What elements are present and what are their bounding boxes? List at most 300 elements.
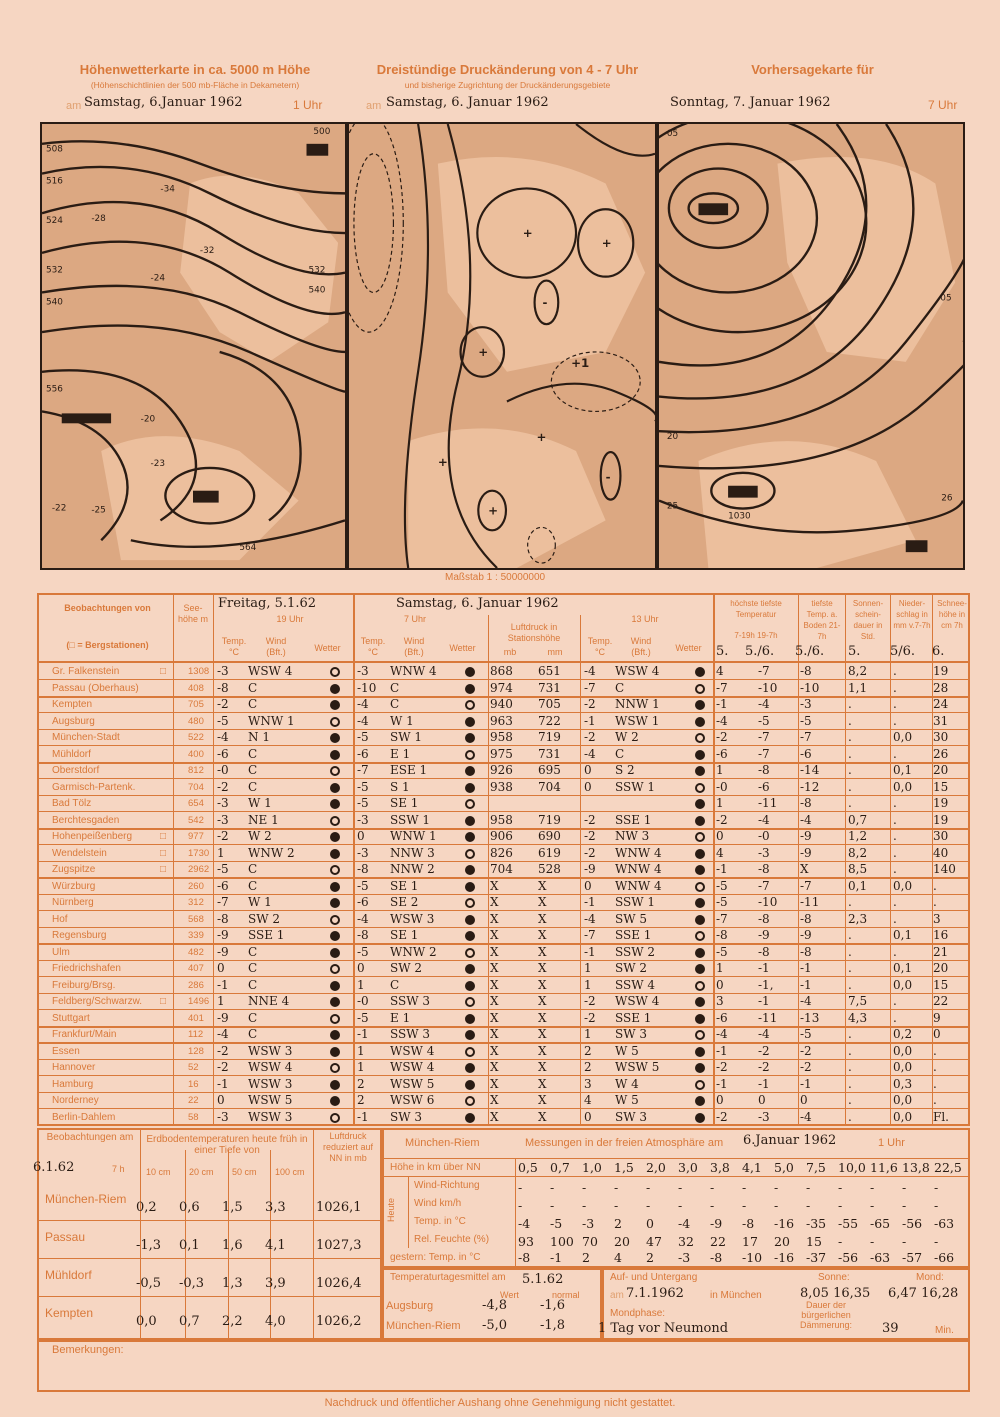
- cell-x2: -7: [758, 746, 770, 761]
- cell-x6: 0: [933, 1027, 941, 1041]
- cell-w3: WNW 4: [615, 862, 662, 876]
- upper-wind-cell: -: [646, 1180, 651, 1195]
- svg-text:540: 540: [308, 285, 326, 296]
- upper-temp-cell: -4: [678, 1216, 691, 1231]
- cell-x4: .: [848, 1076, 852, 1091]
- cell-w3: W 4: [615, 1076, 639, 1091]
- cell-x4: 1,2: [848, 829, 868, 843]
- cell-x3: -12: [800, 779, 820, 794]
- soil-depth-label: 100 cm: [275, 1167, 305, 1177]
- cell-t1: -2: [217, 1043, 229, 1058]
- cell-w3: SW 3: [615, 1027, 648, 1041]
- table-row: [40, 680, 980, 697]
- cell-mb: X: [490, 1076, 499, 1091]
- upper-wind-cell: -: [710, 1180, 715, 1195]
- cell-t3: -4: [584, 911, 596, 926]
- cell-w1: WSW 3: [248, 1043, 293, 1058]
- cell-x4: 2,3: [848, 911, 868, 926]
- soil-pressure: 1026,2: [316, 1314, 362, 1329]
- cell-x5: .: [893, 664, 897, 678]
- astro-date: 7.1.1962: [626, 1286, 684, 1301]
- upper-gestern-cell: -57: [902, 1250, 923, 1265]
- cell-x1: -1: [716, 1076, 728, 1091]
- cell-x2: -8: [758, 763, 770, 777]
- cell-x5: .: [893, 697, 897, 711]
- cell-x3: -7: [800, 730, 812, 744]
- table-row: [40, 746, 980, 763]
- cell-x6: 21: [933, 944, 949, 959]
- cell-x1: -6: [716, 1010, 728, 1025]
- cell-x6: 19: [933, 664, 949, 678]
- cell-mm: X: [538, 895, 547, 909]
- station-name: Frankfurt/Main: [52, 1029, 117, 1040]
- upper-feucht-cell: 20: [614, 1234, 630, 1249]
- soil-value: 1,6: [222, 1238, 243, 1253]
- cell-t3: -4: [584, 746, 596, 761]
- station-name: Bad Tölz: [52, 798, 92, 809]
- station-name: Hamburg: [52, 1078, 94, 1090]
- cell-mb: X: [490, 1010, 499, 1025]
- cell-x2: -8: [758, 911, 770, 926]
- cell-x3: -8: [800, 664, 812, 678]
- cell-t1: 1: [217, 994, 225, 1008]
- upper-temp-cell: -9: [710, 1216, 723, 1231]
- soil-value: 0,1: [179, 1238, 200, 1253]
- cell-x3: -11: [800, 895, 820, 909]
- upper-heights-cell: 11,6: [870, 1160, 898, 1175]
- cell-x4: 4,3: [848, 1010, 868, 1025]
- upper-feucht-cell: 15: [806, 1234, 822, 1249]
- upper-wind-cell: -: [902, 1180, 907, 1195]
- svg-text:524: 524: [45, 216, 63, 227]
- cell-t3: 0: [584, 1109, 592, 1124]
- cell-mm: X: [538, 1027, 547, 1041]
- col-wind-7h: Wind (Bft.): [403, 636, 425, 657]
- cell-t3: 0: [584, 779, 592, 794]
- upper-heights-cell: 1,5: [614, 1160, 634, 1175]
- cell-t1: -2: [217, 829, 229, 843]
- cell-x5: .: [893, 829, 897, 843]
- cell-mm: X: [538, 944, 547, 959]
- cell-w3: C: [615, 746, 625, 761]
- cell-x5: 0,3: [893, 1076, 913, 1091]
- cell-mb: 826: [490, 845, 513, 860]
- svg-text:05: 05: [666, 128, 679, 139]
- upper-feucht-cell: 20: [774, 1234, 790, 1249]
- upper-gestern-cell: -66: [934, 1250, 955, 1265]
- cell-x5: 0,1: [893, 961, 913, 975]
- cell-x2: -6: [758, 779, 770, 794]
- cell-w2: WSW 6: [390, 1093, 435, 1107]
- upper-station: München-Riem: [405, 1137, 480, 1149]
- cell-t1: -8: [217, 911, 229, 926]
- station-height: 568: [188, 913, 204, 925]
- upper-gestern-cell: -1: [550, 1250, 563, 1265]
- station-name: Gr. Falkenstein: [52, 666, 120, 677]
- map3-date: Sonntag, 7. Januar 1962: [670, 95, 831, 110]
- cell-w3: SSW 1: [615, 779, 656, 794]
- upper-feucht-cell: 70: [582, 1234, 598, 1249]
- col-max-min-sub: 7-19h 19-7h: [734, 631, 778, 640]
- cell-x1: 1: [716, 796, 724, 810]
- cell-x1: -7: [716, 911, 728, 926]
- station-height: 312: [188, 897, 204, 908]
- cell-w2: E 1: [390, 746, 411, 761]
- cell-w3: SW 2: [615, 961, 648, 975]
- cell-x6: 19: [933, 812, 949, 827]
- station-name: Norderney: [52, 1095, 99, 1106]
- table-row: [40, 944, 980, 961]
- svg-text:532: 532: [45, 265, 63, 276]
- svg-text:+: +: [488, 503, 499, 518]
- station-height: 542: [188, 814, 204, 826]
- map1-title: Höhenwetterkarte in ca. 5000 m Höhe: [79, 62, 311, 77]
- soil-value: -0,5: [136, 1276, 162, 1291]
- upper-feucht-cell: -: [902, 1234, 907, 1249]
- cell-x5: .: [893, 680, 897, 695]
- mountain-station-icon: □: [160, 666, 167, 677]
- cell-x2: -9: [758, 928, 770, 942]
- cell-t1: -3: [217, 796, 229, 810]
- cell-x1: 1: [716, 961, 724, 975]
- footer-notice: Nachdruck und öffentlicher Aushang ohne Genehmigung nicht gestattet.: [324, 1397, 676, 1409]
- table-row: [40, 828, 980, 845]
- station-height: 339: [188, 930, 204, 941]
- station-name: Mühldorf: [52, 748, 91, 760]
- station-name: Stuttgart: [52, 1012, 90, 1024]
- cell-t1: 0: [217, 1093, 225, 1107]
- table-row: [40, 878, 980, 895]
- upper-windkm-cell: -: [934, 1198, 939, 1213]
- svg-text:-20: -20: [140, 414, 156, 425]
- cell-w1: C: [248, 1027, 258, 1041]
- cell-t3: 0: [584, 763, 592, 777]
- cell-x1: -1: [716, 1043, 728, 1058]
- station-height: 22: [188, 1095, 199, 1106]
- upper-windkm-cell: -: [710, 1198, 715, 1213]
- cell-x1: 1: [716, 763, 724, 777]
- upper-wind-cell: -: [678, 1180, 683, 1195]
- mean-value: -5,0: [482, 1318, 508, 1333]
- cell-w2: SSW 3: [390, 1027, 431, 1041]
- row-label-temp: Temp. in °C: [414, 1216, 466, 1227]
- col-weather-13h: Wetter: [675, 643, 702, 653]
- table-row: [40, 927, 980, 944]
- cell-t2: -4: [357, 713, 369, 728]
- upper-gestern-cell: 2: [582, 1250, 590, 1265]
- svg-text:+1: +1: [571, 355, 590, 370]
- cell-w1: WSW 3: [248, 1076, 293, 1091]
- cell-mb: X: [490, 1027, 499, 1041]
- upper-wind-cell: -: [870, 1180, 875, 1195]
- station-height: 400: [188, 748, 204, 760]
- upper-gestern-cell: -8: [518, 1250, 531, 1265]
- cell-w1: C: [248, 763, 258, 777]
- cell-x4: .: [848, 1027, 852, 1041]
- astro-sun-label: Sonne:: [818, 1272, 850, 1283]
- map1-time: 1 Uhr: [293, 98, 323, 112]
- svg-text:556: 556: [45, 384, 63, 395]
- table-row: [40, 993, 980, 1010]
- cell-x3: -9: [800, 845, 812, 860]
- soil-depth-label: 50 cm: [232, 1167, 257, 1177]
- svg-text:20: 20: [666, 432, 679, 443]
- upper-heights-cell: 10,0: [838, 1160, 866, 1175]
- table-row: [40, 911, 980, 928]
- cell-x2: -10: [758, 895, 778, 909]
- upper-heights-cell: 3,0: [678, 1160, 698, 1175]
- cell-mm: 705: [538, 697, 561, 711]
- row-label-wind-speed: Wind km/h: [414, 1198, 462, 1209]
- cell-w1: C: [248, 944, 258, 959]
- upper-windkm-cell: -: [774, 1198, 779, 1213]
- soil-date: 6.1.62: [33, 1160, 75, 1175]
- soil-value: 3,9: [265, 1276, 286, 1291]
- cell-w3: W 2: [615, 730, 639, 744]
- upper-gestern-cell: 4: [614, 1250, 622, 1265]
- cell-x4: .: [848, 944, 852, 959]
- upper-feucht-cell: 32: [678, 1234, 694, 1249]
- cell-t2: -5: [357, 779, 369, 794]
- mean-normal: -1,6: [540, 1298, 566, 1313]
- station-name: Passau (Oberhaus): [52, 682, 139, 694]
- cell-x2: -4: [758, 1027, 770, 1041]
- cell-t2: -0: [357, 994, 369, 1008]
- cell-x6: 140: [933, 862, 956, 876]
- cell-x5: .: [893, 994, 897, 1008]
- station-height: 260: [188, 880, 204, 892]
- svg-text:-24: -24: [150, 273, 166, 284]
- svg-text:532: 532: [308, 265, 326, 276]
- cell-w3: NNW 1: [615, 697, 660, 711]
- station-name: Freiburg/Brsg.: [52, 979, 116, 991]
- table-row: [40, 861, 980, 878]
- col-weather-fri: Wetter: [314, 643, 341, 653]
- soil-value: 2,2: [222, 1314, 243, 1329]
- cell-t3: -2: [584, 1010, 596, 1025]
- cell-mm: 651: [538, 664, 561, 678]
- station-name: Berlin-Dahlem: [52, 1111, 116, 1123]
- cell-x6: 40: [933, 845, 949, 860]
- cell-x4: .: [848, 1093, 852, 1107]
- cell-x3: -14: [800, 763, 820, 777]
- cell-mm: 528: [538, 862, 561, 876]
- col-wind-fri: Wind (Bft.): [265, 636, 287, 657]
- cell-mb: 974: [490, 680, 513, 695]
- cell-x5: .: [893, 812, 897, 827]
- cell-x5: .: [893, 845, 897, 860]
- cell-x1: -2: [716, 1060, 728, 1074]
- upper-heights-cell: 22,5: [934, 1160, 962, 1175]
- table-row: [40, 779, 980, 796]
- cell-x1: -2: [716, 812, 728, 827]
- table-row: [40, 795, 980, 812]
- cell-w3: WSW 4: [615, 994, 660, 1008]
- map1-subtitle: (Höhenschichtlinien der 500 mb-Fläche in Dekametern): [90, 80, 300, 90]
- cell-t1: -2: [217, 1060, 229, 1074]
- table-row: [40, 1109, 980, 1126]
- cell-t2: -6: [357, 895, 369, 909]
- map3-title: Vorhersagekarte für: [751, 62, 874, 77]
- cell-x1: -5: [716, 944, 728, 959]
- cell-mb: X: [490, 944, 499, 959]
- cell-mb: X: [490, 878, 499, 893]
- cell-mm: X: [538, 1076, 547, 1091]
- cell-x2: -8: [758, 944, 770, 959]
- station-name: Würzburg: [52, 880, 96, 892]
- station-name: Friedrichshafen: [52, 963, 121, 974]
- cell-t2: -5: [357, 730, 369, 744]
- cell-x5: 0,0: [893, 1060, 913, 1074]
- upper-windkm-cell: -: [582, 1198, 587, 1213]
- cell-t1: -5: [217, 713, 229, 728]
- mountain-station-icon: □: [160, 831, 167, 842]
- cell-w2: WNW 2: [390, 944, 437, 959]
- cell-x4: .: [848, 746, 852, 761]
- station-height: 482: [188, 946, 204, 958]
- upper-gestern-cell: -56: [838, 1250, 859, 1265]
- cell-t3: -2: [584, 994, 596, 1008]
- astro-twilight: 39: [882, 1321, 899, 1336]
- cell-x2: -0: [758, 829, 770, 843]
- cell-x1: 4: [716, 664, 724, 678]
- upper-wind-cell: -: [550, 1180, 555, 1195]
- cell-t1: -9: [217, 928, 229, 942]
- upper-windkm-cell: -: [550, 1198, 555, 1213]
- table-row: [40, 960, 980, 977]
- cell-x2: -3: [758, 1109, 770, 1124]
- cell-mb: X: [490, 1043, 499, 1058]
- cell-mm: X: [538, 1109, 547, 1124]
- cell-w2: SE 1: [390, 878, 419, 893]
- map3-time: 7 Uhr: [928, 98, 958, 112]
- cell-x3: -1: [800, 1076, 812, 1091]
- cell-mm: 704: [538, 779, 561, 794]
- cell-x6: 19: [933, 796, 949, 810]
- cell-t2: -1: [357, 1109, 369, 1124]
- cell-w1: WNW 1: [248, 713, 295, 728]
- cell-w1: C: [248, 779, 258, 794]
- station-height: 16: [188, 1078, 199, 1090]
- cell-t1: -4: [217, 730, 229, 744]
- cell-mb: X: [490, 1093, 499, 1107]
- cell-mb: 975: [490, 746, 513, 761]
- soil-depth-label: 10 cm: [146, 1167, 171, 1177]
- col-ground-min: tiefste Temp. a. Boden 21-7h: [803, 599, 841, 641]
- cell-w3: WSW 4: [615, 664, 660, 678]
- cell-t3: -1: [584, 895, 596, 909]
- cell-mm: X: [538, 1043, 547, 1058]
- upper-wind-cell: -: [518, 1180, 523, 1195]
- svg-text:564: 564: [239, 543, 257, 554]
- upper-title: Messungen in der freien Atmosphäre am: [525, 1137, 724, 1149]
- cell-t3: 0: [584, 878, 592, 893]
- station-height: 58: [188, 1111, 199, 1123]
- station-height: 112: [188, 1029, 204, 1040]
- cell-x6: .: [933, 878, 937, 893]
- upper-windkm-cell: -: [870, 1198, 875, 1213]
- day-label-5: 5/6.: [890, 644, 916, 659]
- cell-t3: 1: [584, 961, 592, 975]
- cell-x5: .: [893, 895, 897, 909]
- cell-w1: W 2: [248, 829, 272, 843]
- cell-t2: 1: [357, 1060, 365, 1074]
- cell-t2: 1: [357, 977, 365, 992]
- cell-t3: -2: [584, 730, 596, 744]
- cell-x6: .: [933, 1043, 937, 1058]
- station-height: 1496: [188, 996, 210, 1007]
- cell-x2: 0: [758, 1093, 766, 1107]
- upper-height-label: Höhe in km über NN: [390, 1162, 481, 1173]
- cell-mb: X: [490, 1109, 499, 1124]
- upper-heights-cell: 4,1: [742, 1160, 762, 1175]
- upper-feucht-cell: 17: [742, 1234, 758, 1249]
- upper-feucht-cell: -: [870, 1234, 875, 1249]
- soil-pressure-header: Luftdruck reduziert auf NN in mb: [322, 1131, 374, 1163]
- cell-w2: E 1: [390, 1010, 411, 1025]
- cell-x3: -8: [800, 911, 812, 926]
- table-row: [40, 1010, 980, 1027]
- cell-t1: -2: [217, 779, 229, 794]
- cell-x4: .: [848, 1109, 852, 1124]
- cell-x5: .: [893, 944, 897, 959]
- cell-mb: 963: [490, 713, 513, 728]
- cell-w1: NE 1: [248, 812, 279, 827]
- cell-x6: .: [933, 1093, 937, 1107]
- map2-date: Samstag, 6. Januar 1962: [386, 95, 549, 110]
- station-height: 812: [188, 765, 204, 776]
- cell-w1: W 1: [248, 796, 272, 810]
- cell-t1: -7: [217, 895, 229, 909]
- cell-x2: -1,: [758, 977, 774, 992]
- cell-mm: 619: [538, 845, 561, 860]
- cell-mb: X: [490, 994, 499, 1008]
- cell-t2: -5: [357, 878, 369, 893]
- cell-mm: X: [538, 1060, 547, 1074]
- upper-feucht-cell: 100: [550, 1234, 574, 1249]
- cell-w2: SW 1: [390, 730, 423, 744]
- cell-x2: -5: [758, 713, 770, 728]
- cell-w1: WSW 5: [248, 1093, 293, 1107]
- station-height: 522: [188, 732, 204, 743]
- cell-w2: C: [390, 977, 400, 992]
- cell-t3: -2: [584, 845, 596, 860]
- cell-x6: 15: [933, 779, 949, 794]
- cell-x3: -1: [800, 977, 812, 992]
- day-label-2: 5./6.: [745, 644, 775, 659]
- cell-x1: 3: [716, 994, 724, 1008]
- cell-x5: .: [893, 746, 897, 761]
- cell-mb: X: [490, 911, 499, 926]
- map2-am: am: [366, 100, 382, 112]
- upper-temp-cell: -16: [774, 1216, 795, 1231]
- upper-windkm-cell: -: [902, 1198, 907, 1213]
- upper-gestern-cell: -63: [870, 1250, 891, 1265]
- station-height: 977: [188, 831, 204, 842]
- cell-t2: -4: [357, 911, 369, 926]
- upper-wind-cell: -: [774, 1180, 779, 1195]
- cell-x2: -2: [758, 1060, 770, 1074]
- cell-t3: -1: [584, 713, 596, 728]
- cell-x4: .: [848, 928, 852, 942]
- station-height: 1730: [188, 847, 210, 859]
- saturday-13h: 13 Uhr: [631, 614, 659, 624]
- upper-gestern-cell: -10: [742, 1250, 763, 1265]
- cell-t2: -4: [357, 697, 369, 711]
- cell-w1: SW 2: [248, 911, 281, 926]
- cell-x1: -8: [716, 928, 728, 942]
- cell-x4: .: [848, 1060, 852, 1074]
